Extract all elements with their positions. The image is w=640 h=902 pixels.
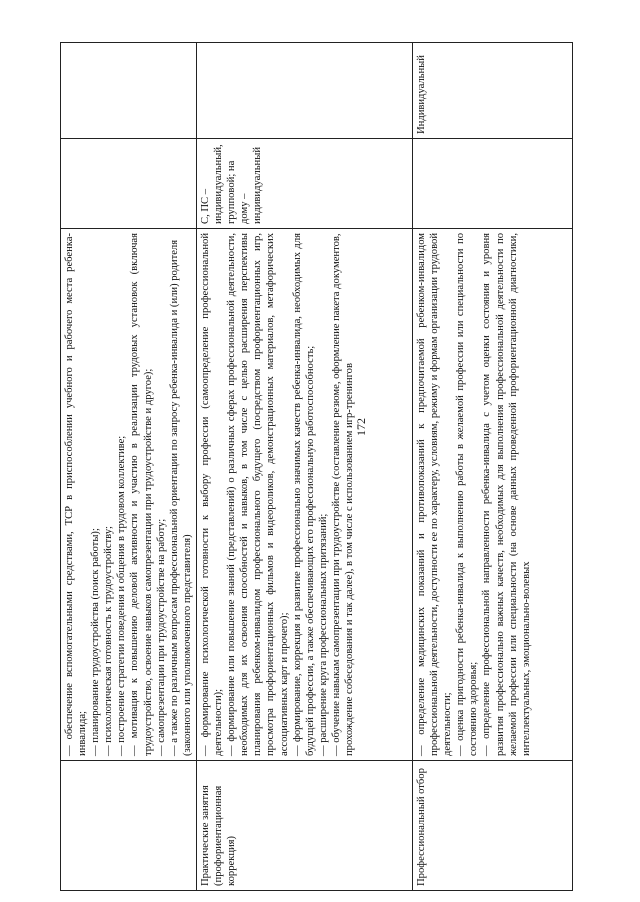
event-content-cell	[412, 229, 572, 761]
form-text: С, ПС – индивидуальный, групповой; на дому – индивидуальный	[199, 144, 264, 224]
list-item: — обучение навыкам самопрезентации при трудоустройстве (составление резюме, оформление пакета документов, прохождение собеседования и так далее), в том числе с использованием игр-тренингов	[330, 233, 355, 756]
table-row	[412, 43, 572, 891]
list-item: — определение профессиональной направленности ребенка-инвалида с учетом оценки состояния и уровня развития профессионально важных качеств, необходимых для выполнения профессиональной деятельности по желаемой профессии или специальности (на основе данных проведенной профориентационной диагностики, интеллектуальных, эмоционально-волевых	[481, 233, 532, 756]
form-cell	[412, 139, 572, 229]
event-name-cell	[412, 761, 572, 891]
list-item: — обеспечение вспомогательными средствами, ТСР в приспособлении учебного и рабочего места ребенка-инвалида;	[64, 233, 89, 756]
content-list	[415, 233, 533, 756]
list-item: — формирование или повышение знаний (представлений) о различных сферах профессиональной деятельности, необходимых для их освоения способностей и навыков, в том числе с целью расширения перспективы планирования ребенком-инвалидом профессионального будущего (посредством профориентационных игр, просмотра профориентационных фильмов и видеороликов, демонстрационных материалов, метафорических ассоциативных карт и прочего);	[226, 233, 290, 756]
list-item: — оценка пригодности ребенка-инвалида к выполнению работы в желаемой профессии или специальности по состоянию здоровья;	[455, 233, 480, 756]
event-content-cell	[61, 229, 197, 761]
list-item: — мотивация к повышению деловой активности и участию в реализации трудовых установок (включая трудоустройство, освоение навыков самопрезентации при трудоустройстве и другое);	[129, 233, 154, 756]
form-cell	[196, 139, 412, 229]
event-name: Профессиональный отбор	[415, 768, 427, 886]
rotated-table-wrapper	[60, 43, 562, 891]
table-row	[196, 43, 412, 891]
table-row	[61, 43, 197, 891]
event-name: Практические занятия (профориентационная коррекция)	[199, 785, 238, 886]
list-item: — формирование психологической готовности к выбору профессии (самоопределение профессиональной деятельности);	[199, 233, 225, 756]
page-number: 172	[354, 418, 368, 436]
mode-cell	[412, 43, 572, 139]
content-list	[63, 233, 194, 756]
event-content-cell	[196, 229, 412, 761]
list-item: — определение медицинских показаний и противопоказаний к предпочитаемой ребенком-инвалидом профессиональной деятельности, доступности ее по характеру, условиям, режиму и формам организации трудовой деятельности;	[415, 233, 454, 756]
list-item: — планирование трудоустройства (поиск работы);	[90, 528, 102, 756]
mode-cell	[61, 43, 197, 139]
program-table	[60, 42, 573, 891]
event-name-cell	[61, 761, 197, 891]
mode-cell	[196, 43, 412, 139]
list-item: — а также по различным вопросам профессиональной ориентации по запросу ребенка-инвалида и (или) родителя (законного или уполномоченного представителя)	[168, 239, 193, 756]
list-item: — расширение круга профессиональных притязаний;	[317, 513, 329, 756]
form-cell	[61, 139, 197, 229]
mode-text: Индивидуальный	[415, 55, 427, 134]
list-item: — психологическая готовность к трудоустройству;	[103, 526, 115, 756]
content-list	[199, 233, 356, 756]
list-item: — самопрезентации при трудоустройстве на работу;	[155, 518, 167, 756]
list-item: — формирование, коррекция и развитие профессионально значимых качеств ребенка-инвалида, необходимых для будущей профессии, а также обеспечивающих его профессиональную работоспособность;	[291, 233, 316, 756]
event-name-cell	[196, 761, 412, 891]
list-item: — построение стратегии поведения и общения в трудовом коллективе;	[116, 435, 128, 756]
